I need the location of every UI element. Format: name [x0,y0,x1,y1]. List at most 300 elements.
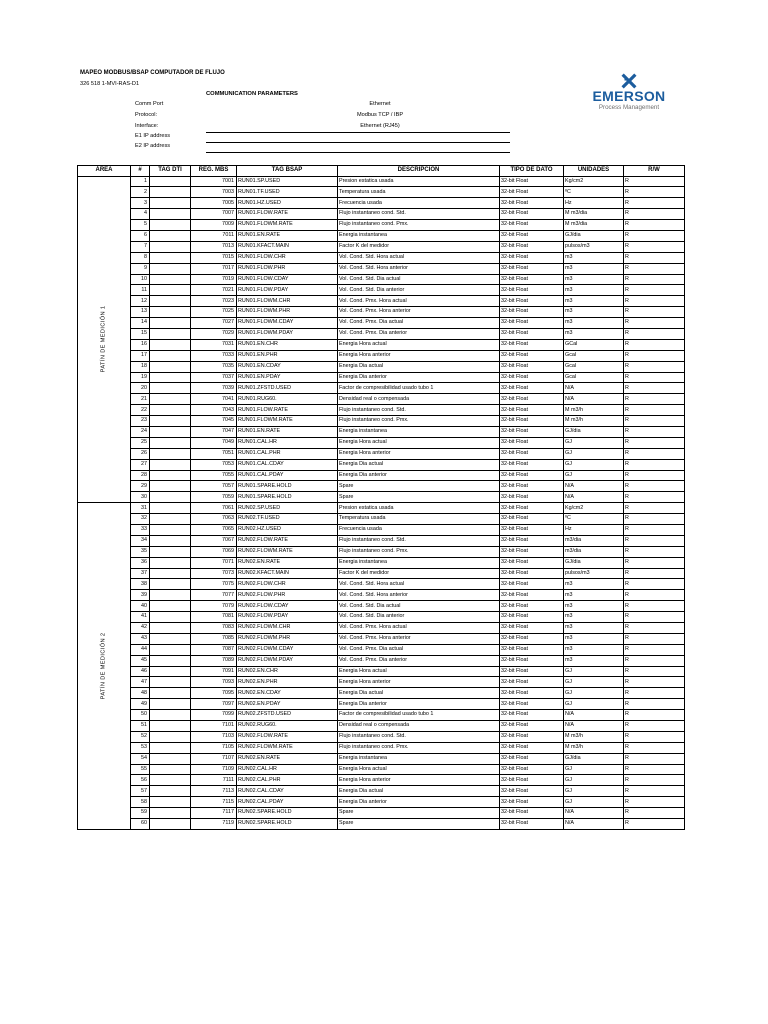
col-header-rw: R/W [624,166,685,177]
cell-tag-bsap: RUN01.HZ.USED [237,198,338,209]
cell-description: Temperatura usada [338,514,500,525]
cell-data-type: 32-bit Float [500,753,564,764]
cell-tag-dti [150,731,191,742]
cell-row-number: 19 [131,372,150,383]
cell-reg-mbs: 7009 [191,220,237,231]
table-row [78,383,685,394]
cell-description: Energia Dia anterior [338,797,500,808]
cell-reg-mbs: 7101 [191,721,237,732]
cell-description: Temperatura usada [338,187,500,198]
cell-description: Energia Dia actual [338,786,500,797]
cell-data-type: 32-bit Float [500,623,564,634]
cell-reg-mbs: 7055 [191,470,237,481]
cell-rw: R [624,764,685,775]
cell-row-number: 60 [131,819,150,830]
cell-tag-dti [150,808,191,819]
area-cell-patin-1 [78,176,131,503]
cell-units: Gcal [564,361,624,372]
cell-description: Vol. Cond. Std. Dia actual [338,601,500,612]
area-cell-patin-2 [78,503,131,830]
cell-tag-dti [150,764,191,775]
table-row [78,437,685,448]
cell-tag-bsap: RUN02.SP.USED [237,503,338,514]
cell-description: Flujo instantaneo cond. Pmx. [338,742,500,753]
cell-rw: R [624,492,685,503]
cell-tag-bsap: RUN01.FLOWM.RATE [237,220,338,231]
cell-rw: R [624,753,685,764]
cell-reg-mbs: 7081 [191,612,237,623]
table-row [78,775,685,786]
cell-reg-mbs: 7113 [191,786,237,797]
cell-tag-dti [150,394,191,405]
cell-row-number: 43 [131,633,150,644]
table-row [78,797,685,808]
table-row [78,699,685,710]
cell-rw: R [624,285,685,296]
cell-data-type: 32-bit Float [500,437,564,448]
cell-reg-mbs: 7075 [191,579,237,590]
cell-description: Spare [338,481,500,492]
param-value-protocol: Modbus TCP / IBP [356,112,404,118]
cell-tag-dti [150,710,191,721]
cell-rw: R [624,263,685,274]
cell-rw: R [624,252,685,263]
cell-description: Flujo instantaneo cond. Pmx. [338,220,500,231]
cell-description: Flujo instantaneo cond. Std. [338,535,500,546]
cell-data-type: 32-bit Float [500,492,564,503]
cell-row-number: 8 [131,252,150,263]
cell-row-number: 3 [131,198,150,209]
cell-row-number: 39 [131,590,150,601]
table-row [78,492,685,503]
cell-row-number: 4 [131,209,150,220]
cell-description: Energia Dia anterior [338,470,500,481]
cell-description: Energia Hora actual [338,666,500,677]
cell-units: pulsos/m3 [564,568,624,579]
cell-units: GJ [564,666,624,677]
cell-data-type: 32-bit Float [500,677,564,688]
table-row [78,426,685,437]
cell-tag-dti [150,655,191,666]
cell-data-type: 32-bit Float [500,296,564,307]
cell-reg-mbs: 7043 [191,405,237,416]
table-row [78,220,685,231]
cell-reg-mbs: 7021 [191,285,237,296]
cell-tag-bsap: RUN01.SP.USED [237,176,338,187]
cell-row-number: 50 [131,710,150,721]
cell-data-type: 32-bit Float [500,557,564,568]
cell-rw: R [624,274,685,285]
col-header-number: # [131,166,150,177]
cell-row-number: 14 [131,318,150,329]
cell-tag-dti [150,797,191,808]
cell-data-type: 32-bit Float [500,241,564,252]
cell-units: m3 [564,318,624,329]
cell-reg-mbs: 7091 [191,666,237,677]
cell-description: Energia Dia actual [338,688,500,699]
cell-rw: R [624,176,685,187]
cell-tag-dti [150,481,191,492]
cell-description: Densidad real o compensada [338,721,500,732]
cell-tag-bsap: RUN02.FLOW.CDAY [237,601,338,612]
cell-units: Gcal [564,350,624,361]
cell-description: Vol. Cond. Std. Hora anterior [338,590,500,601]
cell-tag-dti [150,372,191,383]
cell-rw: R [624,437,685,448]
cell-description: Vol. Cond. Std. Hora actual [338,579,500,590]
cell-tag-bsap: RUN02.EN.CHR [237,666,338,677]
cell-tag-bsap: RUN02.EN.PHR [237,677,338,688]
cell-reg-mbs: 7061 [191,503,237,514]
cell-data-type: 32-bit Float [500,633,564,644]
cell-tag-dti [150,775,191,786]
cell-data-type: 32-bit Float [500,405,564,416]
table-row [78,209,685,220]
cell-rw: R [624,209,685,220]
cell-rw: R [624,557,685,568]
cell-reg-mbs: 7051 [191,448,237,459]
logo-wordmark: EMERSON [592,88,666,104]
cell-units: GJ [564,448,624,459]
cell-description: Flujo instantaneo cond. Std. [338,209,500,220]
section-title: COMMUNICATION PARAMETERS [206,91,298,97]
cell-reg-mbs: 7053 [191,459,237,470]
cell-row-number: 40 [131,601,150,612]
cell-tag-bsap: RUN01.KFACT.MAIN [237,241,338,252]
cell-tag-dti [150,274,191,285]
cell-reg-mbs: 7095 [191,688,237,699]
cell-tag-bsap: RUN01.EN.PDAY [237,372,338,383]
table-body [78,176,685,829]
cell-row-number: 41 [131,612,150,623]
cell-tag-bsap: RUN01.FLOW.PDAY [237,285,338,296]
cell-tag-bsap: RUN01.SPARE.HOLD [237,492,338,503]
cell-reg-mbs: 7073 [191,568,237,579]
cell-description: Vol. Cond. Pmx. Dia actual [338,318,500,329]
cell-tag-bsap: RUN02.FLOWM.CHR [237,623,338,634]
cell-tag-bsap: RUN01.FLOW.PHR [237,263,338,274]
cell-description: Vol. Cond. Std. Dia actual [338,274,500,285]
doc-title: MAPEO MODBUS/BSAP COMPUTADOR DE FLUJO [80,70,225,76]
col-header-tag-dti: TAG DTI [150,166,191,177]
cell-units: ºC [564,514,624,525]
cell-units: Gcal [564,372,624,383]
cell-rw: R [624,590,685,601]
cell-units: m3 [564,655,624,666]
table-header-row [78,166,685,177]
cell-data-type: 32-bit Float [500,187,564,198]
cell-description: Energia Dia anterior [338,372,500,383]
table-row [78,677,685,688]
cell-row-number: 45 [131,655,150,666]
cell-row-number: 33 [131,525,150,536]
param-underline [206,132,510,133]
table-row [78,263,685,274]
cell-tag-dti [150,459,191,470]
cell-row-number: 1 [131,176,150,187]
cell-row-number: 13 [131,307,150,318]
cell-reg-mbs: 7029 [191,328,237,339]
cell-reg-mbs: 7007 [191,209,237,220]
cell-rw: R [624,318,685,329]
cell-tag-bsap: RUN02.FLOWM.PHR [237,633,338,644]
cell-tag-bsap: RUN02.FLOWM.CDAY [237,644,338,655]
cell-reg-mbs: 7083 [191,623,237,634]
table-row [78,252,685,263]
cell-row-number: 12 [131,296,150,307]
table-row [78,416,685,427]
cell-description: Energia Hora anterior [338,448,500,459]
cell-tag-bsap: RUN02.CAL.HR [237,764,338,775]
cell-row-number: 22 [131,405,150,416]
cell-rw: R [624,721,685,732]
cell-tag-dti [150,318,191,329]
param-label-e1-ip: E1 IP address [135,133,171,139]
cell-rw: R [624,655,685,666]
cell-tag-dti [150,405,191,416]
cell-rw: R [624,710,685,721]
cell-rw: R [624,568,685,579]
cell-tag-dti [150,742,191,753]
cell-rw: R [624,470,685,481]
cell-units: GJ/dia [564,557,624,568]
cell-row-number: 53 [131,742,150,753]
cell-data-type: 32-bit Float [500,688,564,699]
cell-tag-dti [150,350,191,361]
cell-tag-dti [150,448,191,459]
cell-data-type: 32-bit Float [500,339,564,350]
cell-description: Vol. Cond. Std. Hora actual [338,252,500,263]
table-row [78,525,685,536]
cell-description: Energia Hora actual [338,764,500,775]
cell-description: Energia instantanea [338,753,500,764]
table-row [78,350,685,361]
table-row [78,318,685,329]
cell-rw: R [624,394,685,405]
cell-units: N/A [564,808,624,819]
cell-reg-mbs: 7003 [191,187,237,198]
cell-tag-bsap: RUN01.EN.PHR [237,350,338,361]
cell-tag-dti [150,612,191,623]
cell-reg-mbs: 7047 [191,426,237,437]
cell-description: Spare [338,492,500,503]
cell-units: GJ [564,470,624,481]
cell-description: Energia Dia actual [338,361,500,372]
cell-row-number: 55 [131,764,150,775]
cell-tag-bsap: RUN02.EN.RATE [237,557,338,568]
cell-rw: R [624,514,685,525]
cell-reg-mbs: 7065 [191,525,237,536]
cell-row-number: 48 [131,688,150,699]
cell-units: M m3/dia [564,209,624,220]
table-row [78,644,685,655]
cell-rw: R [624,426,685,437]
cell-data-type: 32-bit Float [500,699,564,710]
cell-tag-bsap: RUN01.EN.RATE [237,426,338,437]
cell-units: M m3/dia [564,220,624,231]
table-row [78,372,685,383]
cell-tag-bsap: RUN01.FLOWM.PDAY [237,328,338,339]
cell-units: m3 [564,644,624,655]
cell-units: N/A [564,383,624,394]
cell-tag-dti [150,241,191,252]
cell-data-type: 32-bit Float [500,426,564,437]
cell-row-number: 6 [131,230,150,241]
cell-tag-dti [150,470,191,481]
table-row [78,612,685,623]
param-label-interface: Interface: [135,123,159,129]
cell-tag-bsap: RUN02.FLOW.PDAY [237,612,338,623]
cell-description: Vol. Cond. Pmx. Dia anterior [338,328,500,339]
cell-reg-mbs: 7071 [191,557,237,568]
cell-units: GJ [564,699,624,710]
cell-row-number: 46 [131,666,150,677]
cell-reg-mbs: 7069 [191,546,237,557]
cell-row-number: 2 [131,187,150,198]
table-row [78,328,685,339]
cell-reg-mbs: 7017 [191,263,237,274]
cell-data-type: 32-bit Float [500,361,564,372]
cell-tag-bsap: RUN02.FLOWM.RATE [237,742,338,753]
emerson-logo [588,70,670,114]
cell-description: Energia instantanea [338,426,500,437]
cell-tag-bsap: RUN02.SPARE.HOLD [237,808,338,819]
cell-data-type: 32-bit Float [500,797,564,808]
cell-description: Energia Hora anterior [338,350,500,361]
cell-rw: R [624,623,685,634]
cell-reg-mbs: 7097 [191,699,237,710]
cell-description: Energia Hora anterior [338,775,500,786]
table-row [78,753,685,764]
cell-data-type: 32-bit Float [500,252,564,263]
cell-reg-mbs: 7023 [191,296,237,307]
cell-units: M m3/h [564,416,624,427]
table-row [78,503,685,514]
cell-rw: R [624,666,685,677]
cell-tag-bsap: RUN02.EN.CDAY [237,688,338,699]
cell-tag-dti [150,209,191,220]
cell-rw: R [624,742,685,753]
cell-data-type: 32-bit Float [500,764,564,775]
cell-reg-mbs: 7033 [191,350,237,361]
cell-reg-mbs: 7019 [191,274,237,285]
cell-row-number: 24 [131,426,150,437]
cell-tag-dti [150,230,191,241]
cell-description: Spare [338,819,500,830]
cell-rw: R [624,808,685,819]
cell-data-type: 32-bit Float [500,590,564,601]
cell-rw: R [624,699,685,710]
cell-reg-mbs: 7031 [191,339,237,350]
table-row [78,405,685,416]
table-row [78,764,685,775]
table-row [78,481,685,492]
cell-tag-dti [150,503,191,514]
cell-reg-mbs: 7119 [191,819,237,830]
cell-tag-bsap: RUN01.EN.RATE [237,230,338,241]
cell-rw: R [624,383,685,394]
cell-rw: R [624,296,685,307]
doc-code: 326 518 1-MVI-RAS-D1 [80,81,140,87]
cell-description: Vol. Cond. Std. Hora anterior [338,263,500,274]
cell-data-type: 32-bit Float [500,601,564,612]
cell-tag-dti [150,623,191,634]
cell-units: Hz [564,525,624,536]
cell-rw: R [624,230,685,241]
cell-data-type: 32-bit Float [500,274,564,285]
cell-reg-mbs: 7107 [191,753,237,764]
cell-description: Energia instantanea [338,557,500,568]
cell-rw: R [624,241,685,252]
cell-rw: R [624,405,685,416]
cell-data-type: 32-bit Float [500,416,564,427]
cell-reg-mbs: 7093 [191,677,237,688]
cell-description: Presion estatica usada [338,176,500,187]
param-label-comm-port: Comm Port [135,101,164,107]
cell-reg-mbs: 7117 [191,808,237,819]
cell-units: GCal [564,339,624,350]
cell-row-number: 25 [131,437,150,448]
cell-tag-dti [150,644,191,655]
cell-tag-bsap: RUN01.FLOWM.RATE [237,416,338,427]
cell-data-type: 32-bit Float [500,459,564,470]
cell-description: Energia Hora actual [338,437,500,448]
cell-tag-dti [150,601,191,612]
cell-units: GJ [564,764,624,775]
cell-row-number: 59 [131,808,150,819]
cell-tag-bsap: RUN01.EN.CDAY [237,361,338,372]
cell-row-number: 21 [131,394,150,405]
cell-description: Factor K del medidor [338,241,500,252]
cell-units: m3/dia [564,546,624,557]
cell-reg-mbs: 7035 [191,361,237,372]
cell-units: Hz [564,198,624,209]
table-row [78,721,685,732]
cell-description: Frecuencia usada [338,198,500,209]
cell-data-type: 32-bit Float [500,710,564,721]
cell-tag-bsap: RUN02.HZ.USED [237,525,338,536]
cell-data-type: 32-bit Float [500,176,564,187]
cell-tag-dti [150,819,191,830]
table-row [78,285,685,296]
cell-row-number: 42 [131,623,150,634]
table-row [78,623,685,634]
cell-row-number: 51 [131,721,150,732]
cell-rw: R [624,448,685,459]
param-value-comm-port: Ethernet [369,101,391,107]
table-row [78,688,685,699]
cell-tag-bsap: RUN01.EN.CHR [237,339,338,350]
cell-tag-dti [150,492,191,503]
table-row [78,535,685,546]
cell-units: M m3/h [564,731,624,742]
cell-row-number: 31 [131,503,150,514]
table-row [78,655,685,666]
cell-tag-dti [150,579,191,590]
cell-data-type: 32-bit Float [500,328,564,339]
cell-rw: R [624,786,685,797]
cell-units: GJ [564,437,624,448]
cell-description: Presion estatica usada [338,503,500,514]
cell-rw: R [624,187,685,198]
cell-description: Frecuencia usada [338,525,500,536]
table-row [78,731,685,742]
cell-tag-bsap: RUN02.FLOW.PHR [237,590,338,601]
cell-tag-dti [150,416,191,427]
cell-row-number: 23 [131,416,150,427]
cell-row-number: 36 [131,557,150,568]
cell-data-type: 32-bit Float [500,350,564,361]
